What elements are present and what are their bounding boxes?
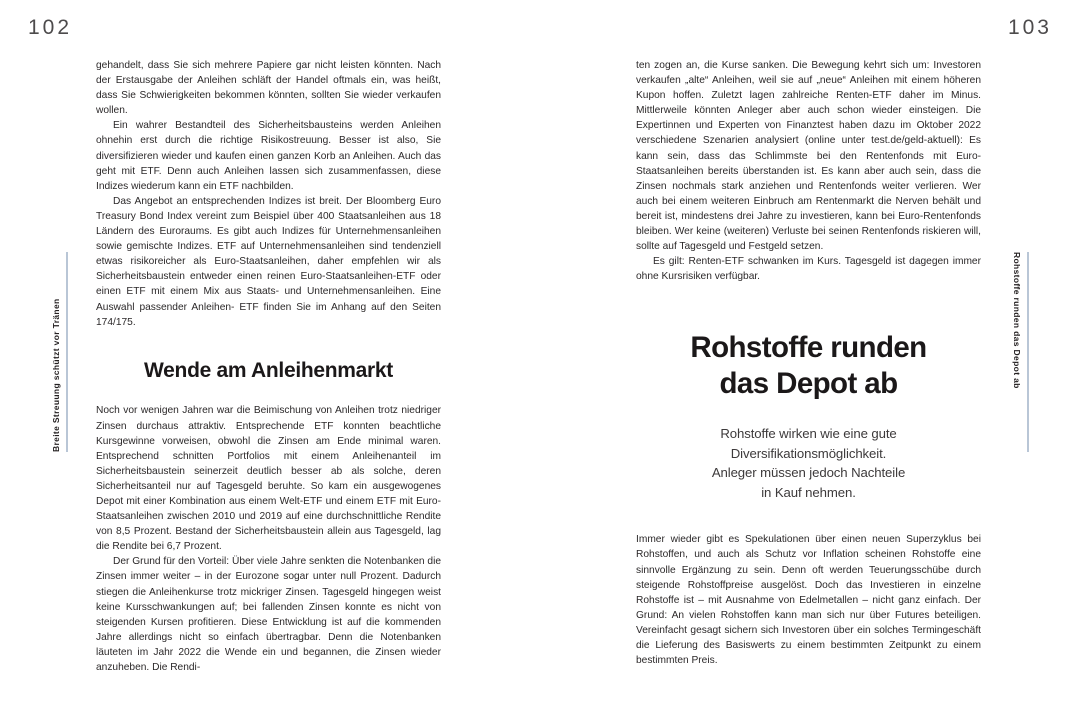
page-number-right: 103 xyxy=(1007,16,1052,39)
running-head-rule-right xyxy=(1027,252,1029,452)
paragraph: Es gilt: Renten-ETF schwanken im Kurs. Tagesgeld ist dagegen immer ohne Kursrisiken verfügbar. xyxy=(636,256,981,283)
section-heading: Wende am Anleihenmarkt xyxy=(144,358,393,382)
running-head-label-right: Rohstoffe runden das Depot ab xyxy=(1012,252,1022,389)
chapter-heading-line-1: Rohstoffe runden xyxy=(690,331,927,365)
chapter-standfirst xyxy=(636,424,981,502)
chapter-heading xyxy=(636,330,981,402)
running-head-right xyxy=(1012,252,1029,452)
paragraph: Immer wieder gibt es Spekulationen über einen neuen Superzyklus bei Rohstoffen, und auch als Schutz vor Inflation scheinen Rohstoffe eine sinnvolle Ergänzung zu sein. Denn oft werden Teuerungsschübe durch steigende Rohstoffpreise ausgelöst. Doch das Investieren in einzelne Rohstoffe ist – mit Ausnahme von Edelmetallen – nicht ganz einfach. Der Grund: An vielen Rohstoffen kann man sich nur über Futures beteiligen. Vereinfacht gesagt sichern sich Investoren über ein solches Termingeschäft die Lieferung des Basiswerts zu einem bestimmten Zeitpunkt zu einem bestimmten Preis. xyxy=(636,534,981,667)
standfirst-line: Rohstoffe wirken wie eine gute xyxy=(720,426,897,442)
standfirst-line: in Kauf nehmen. xyxy=(761,484,856,500)
right-page-text-column xyxy=(636,58,981,668)
left-page-text-column xyxy=(96,58,441,675)
standfirst-line: Diversifikationsmöglichkeit. xyxy=(730,445,887,461)
paragraph: ten zogen an, die Kurse sanken. Die Bewegung kehrt sich um: Investoren verkaufen „alte“ Anleihen, weil sie auf „neue“ Anleihen mit einem höheren Kupon hoffen. Zuletzt lagen zahlreiche Renten-ETF daher im Minus. Mittlerweile könnten Anleger aber auch schon wieder einsteigen. Die Expertinnen und Experten von Finanztest haben dazu im Oktober 2022 verschiedene Szenarien analysiert (online unter test.de/geld-aktuell): Es kann sein, dass das Schlimmste bei den Rentenfonds mit Euro-Staatsanleihen bereits überstanden ist. Es kann aber auch sein, dass die Zinsen nochmals stark anziehen und Rentenfonds weiter verlieren. Wer auch bei einem weiteren Einbruch am Rentenmarkt die Nerven behält und bereit ist, mindestens drei Jahre zu investieren, kann bei Euro-Rentenfonds bleiben. Wer keine (weiteren) Verluste bei seinen Rentenfonds riskieren will, sollte auf Tagesgeld und Festgeld setzen. xyxy=(636,60,981,253)
running-head-label-left: Breite Streuung schützt vor Tränen xyxy=(51,298,61,452)
chapter-heading-line-2: das Depot ab xyxy=(719,367,898,401)
paragraph: Das Angebot an entsprechenden Indizes ist breit. Der Bloomberg Euro Treasury Bond Index vereint zum Beispiel über 400 Staatsanleihen aus 18 Ländern des Euroraums. Es gibt auch Indizes für Unternehmensanleihen sowie gemischte Indizes. ETF auf Unternehmensanleihen sind tendenziell etwas risikoreicher als Euro-Staatsanleihen, daher empfehlen wir als Sicherheitsbaustein entweder einen reinen Euro-Staatsanleihen-ETF oder einen ETF mit einem Mix aus Staats- und Unternehmensanleihen. Eine Auswahl passender Anleihen- ETF finden Sie im Anhang auf den Seiten 174/175. xyxy=(96,195,441,328)
running-head-rule-left xyxy=(66,252,68,452)
paragraph: gehandelt, dass Sie sich mehrere Papiere gar nicht leisten könnten. Nach der Erstausgabe der Anleihen schläft der Handel oftmals ein, was heißt, dass Sie Schwierigkeiten bekommen könnten, sollten Sie wieder verkaufen wollen. xyxy=(96,60,441,117)
running-head-left xyxy=(51,252,68,452)
standfirst-line: Anleger müssen jedoch Nachteile xyxy=(711,465,906,481)
paragraph: Ein wahrer Bestandteil des Sicherheitsbausteins werden Anleihen ohnehin erst durch die richtige Risikostreuung. Besser ist also, Sie diversifizieren wieder und kaufen einen ganzen Korb an Anleihen. Auch das geht mit ETF. Denn auch Anleihen lassen sich zusammenfassen, diese Indizes wiederum kann ein ETF nachbilden. xyxy=(96,120,441,192)
right-page xyxy=(540,0,1080,704)
page-number-left: 102 xyxy=(28,16,73,39)
paragraph: Noch vor wenigen Jahren war die Beimischung von Anleihen trotz niedriger Zinsen durchaus attraktiv. Entsprechende ETF konnten beachtliche Kursgewinne vorweisen, obwohl die Zinsen am Ende minimal waren. Entsprechend schnitten Portfolios mit einem Anleihenanteil im Sicherheitsbaustein seinerzeit deutlich besser ab als solche, deren Sicherheitsanteil nur auf Tagesgeld beruhte. So kam ein ausgewogenes Depot mit einer Kombination aus einem Welt-ETF und einem ETF mit Euro-Staatsanleihen zwischen 2010 und 2019 auf eine durchschnittliche Rendite von 8,5 Prozent. Bestand der Sicherheitsbaustein allein aus Tagesgeld, lag die Rendite bei 6,7 Prozent. xyxy=(96,405,441,553)
paragraph: Der Grund für den Vorteil: Über viele Jahre senkten die Notenbanken die Zinsen immer weiter – in der Eurozone sogar unter null Prozent. Dadurch stiegen die Anleihenkurse trotz mickriger Zinsen. Tagesgeld hingegen weist keine Kursschwankungen auf; bei fallenden Zinsen konnte es nicht von steigenden Kursen profitieren. Diese Entwicklung ist auf die kommenden Jahre allerdings nicht so einfach übertragbar. Denn die Notenbanken läuteten im Jahr 2022 die Wende ein und begannen, die Zinsen wieder anzuheben. Die Rendi- xyxy=(96,556,441,674)
